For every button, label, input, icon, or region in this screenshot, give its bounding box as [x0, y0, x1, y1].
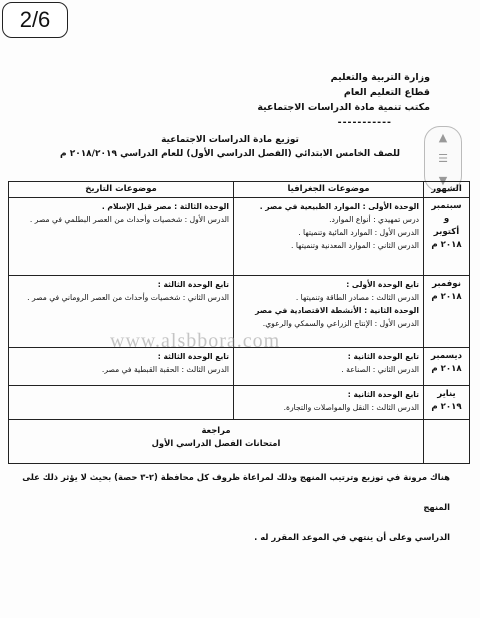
month-label: ٢٠١٨ م — [431, 240, 462, 250]
month-label: أكتوبر — [433, 227, 460, 237]
month-label: ديسمبر — [431, 351, 462, 361]
month-label: سبتمبر — [431, 201, 462, 211]
unit-title: الوحدة الأولى : الموارد الطبيعية في مصر . — [259, 202, 419, 211]
history-cell — [9, 386, 234, 420]
header-month: الشهور — [424, 182, 470, 198]
footer-line: الدراسي وعلى أن ينتهي في الموعد المقرر له . — [254, 532, 450, 542]
document-title: توزيع مادة الدراسات الاجتماعية — [161, 135, 299, 145]
lesson-line: الدرس الثاني : شخصيات وأحداث من العصر الروماني في مصر . — [27, 293, 229, 302]
table-row-final — [9, 420, 470, 464]
lesson-line: الدرس الثاني : الموارد المعدنية وتنميتها . — [291, 241, 419, 250]
lesson-line: الدرس الثالث : مصادر الطاقة وتنميتها . — [295, 293, 419, 302]
ministry-name: وزارة التربية والتعليم — [330, 72, 430, 83]
month-cell — [424, 198, 470, 276]
curriculum-table — [8, 181, 470, 464]
site-watermark: www.alsbbora.com — [110, 330, 281, 352]
unit-title: تابع الوحدة الثالثة : — [157, 352, 229, 361]
lesson-line: الدرس الأول : الإنتاج الزراعي والسمكي والرعوي. — [262, 319, 419, 328]
lesson-line: الدرس الأول : الموارد المائية وتنميتها . — [298, 228, 419, 237]
ministry-header — [230, 70, 430, 130]
page-number-badge: 2/6 — [2, 2, 68, 38]
history-cell — [9, 348, 234, 386]
geography-cell — [234, 198, 424, 276]
footer-note — [20, 462, 450, 552]
review-label: مراجعة — [201, 425, 231, 435]
unit-title: تابع الوحدة الثالثة : — [157, 280, 229, 289]
document-titles — [30, 133, 430, 161]
month-label: ٢٠١٩ م — [431, 402, 462, 412]
office-name: مكتب تنمية مادة الدراسات الاجتماعية — [257, 102, 430, 113]
month-label: ٢٠١٨ م — [431, 292, 462, 302]
document-subtitle: للصف الخامس الابتدائي (الفصل الدراسي الأول) للعام الدراسي ٢٠١٨/٢٠١٩ م — [59, 149, 401, 159]
header-divider: ----------- — [337, 117, 392, 128]
month-label: ٢٠١٨ م — [431, 364, 462, 374]
unit-title: الوحدة الثالثة : مصر قبل الإسلام . — [101, 202, 229, 211]
month-cell — [424, 386, 470, 420]
lesson-line: الدرس الأول : شخصيات وأحداث من العصر البطلمي في مصر . — [29, 215, 229, 224]
exams-label: امتحانات الفصل الدراسي الأول — [151, 438, 281, 448]
unit-title: تابع الوحدة الثانية : — [347, 390, 419, 399]
header-history: موضوعات التاريخ — [9, 182, 234, 198]
month-label: و — [443, 214, 450, 224]
history-cell — [9, 198, 234, 276]
header-geography: موضوعات الجغرافيا — [234, 182, 424, 198]
unit-title: تابع الوحدة الثانية : — [347, 352, 419, 361]
history-cell — [9, 276, 234, 348]
month-cell — [424, 348, 470, 386]
footer-line: هناك مرونة في توزيع وترتيب المنهج وذلك لمراعاة ظروف كل محافظة (٢-٣ حصة) بحيث لا يؤثر ذلك على المنهج — [22, 472, 450, 512]
unit-title: تابع الوحدة الأولى : — [346, 280, 419, 289]
review-exams-cell — [9, 420, 424, 464]
month-label: نوفمبر — [432, 279, 461, 289]
lesson-line: الدرس الثالث : الحقبة القبطية في مصر. — [101, 365, 229, 374]
table-row — [9, 348, 470, 386]
unit-title: الوحدة الثانية : الأنشطة الاقتصادية في مصر — [255, 306, 419, 315]
geography-cell — [234, 386, 424, 420]
lesson-line: الدرس الثالث : النقل والمواصلات والتجارة. — [283, 403, 419, 412]
table-header-row — [9, 182, 470, 198]
month-cell-empty — [424, 420, 470, 464]
chevron-down-icon[interactable]: ▼ — [438, 173, 448, 187]
geography-cell — [234, 276, 424, 348]
sector-name: قطاع التعليم العام — [343, 87, 430, 98]
lesson-line: الدرس الثاني : الصناعة . — [341, 365, 419, 374]
lesson-line: درس تمهيدي : أنواع الموارد. — [329, 215, 419, 224]
menu-lines-icon: ☰ — [438, 152, 448, 166]
table-row — [9, 276, 470, 348]
month-label: يناير — [437, 389, 456, 399]
table-row — [9, 386, 470, 420]
month-cell — [424, 276, 470, 348]
chevron-up-icon[interactable]: ▲ — [438, 131, 448, 145]
table-row — [9, 198, 470, 276]
geography-cell — [234, 348, 424, 386]
